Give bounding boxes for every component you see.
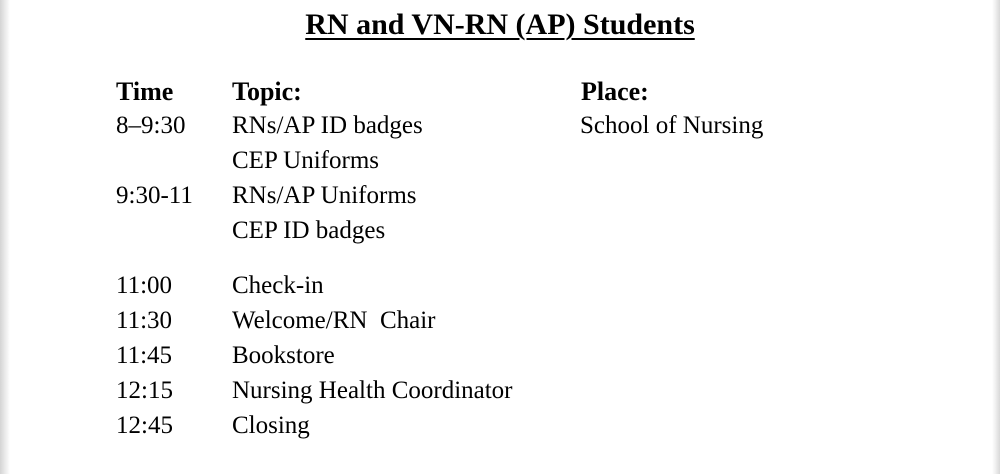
schedule-topic: Check-in xyxy=(232,272,324,299)
place-column-header: Place: xyxy=(581,77,649,106)
schedule-topic: CEP Uniforms xyxy=(232,147,379,174)
schedule-topic: Closing xyxy=(232,412,310,439)
page-edge-right xyxy=(992,0,1000,474)
schedule-topic: Bookstore xyxy=(232,342,335,369)
schedule-time: 9:30-11 xyxy=(116,182,193,209)
schedule-time: 11:00 xyxy=(116,272,173,299)
schedule-time: 12:45 xyxy=(116,412,173,439)
schedule-time: 11:30 xyxy=(116,307,173,334)
time-column-header: Time xyxy=(116,77,174,106)
schedule-place: School of Nursing xyxy=(580,112,764,139)
schedule-topic: Welcome/RN Chair xyxy=(232,307,436,334)
schedule-time: 11:45 xyxy=(116,342,173,369)
schedule-topic: CEP ID badges xyxy=(232,217,386,244)
schedule-topic: RNs/AP Uniforms xyxy=(232,182,417,209)
document-title: RN and VN-RN (AP) Students xyxy=(305,8,695,41)
schedule-topic: RNs/AP ID badges xyxy=(232,112,423,139)
schedule-topic: Nursing Health Coordinator xyxy=(232,377,513,404)
topic-column-header: Topic: xyxy=(232,77,302,106)
page-edge-left xyxy=(0,0,10,474)
schedule-time: 12:15 xyxy=(116,377,173,404)
schedule-time: 8–9:30 xyxy=(116,112,186,139)
